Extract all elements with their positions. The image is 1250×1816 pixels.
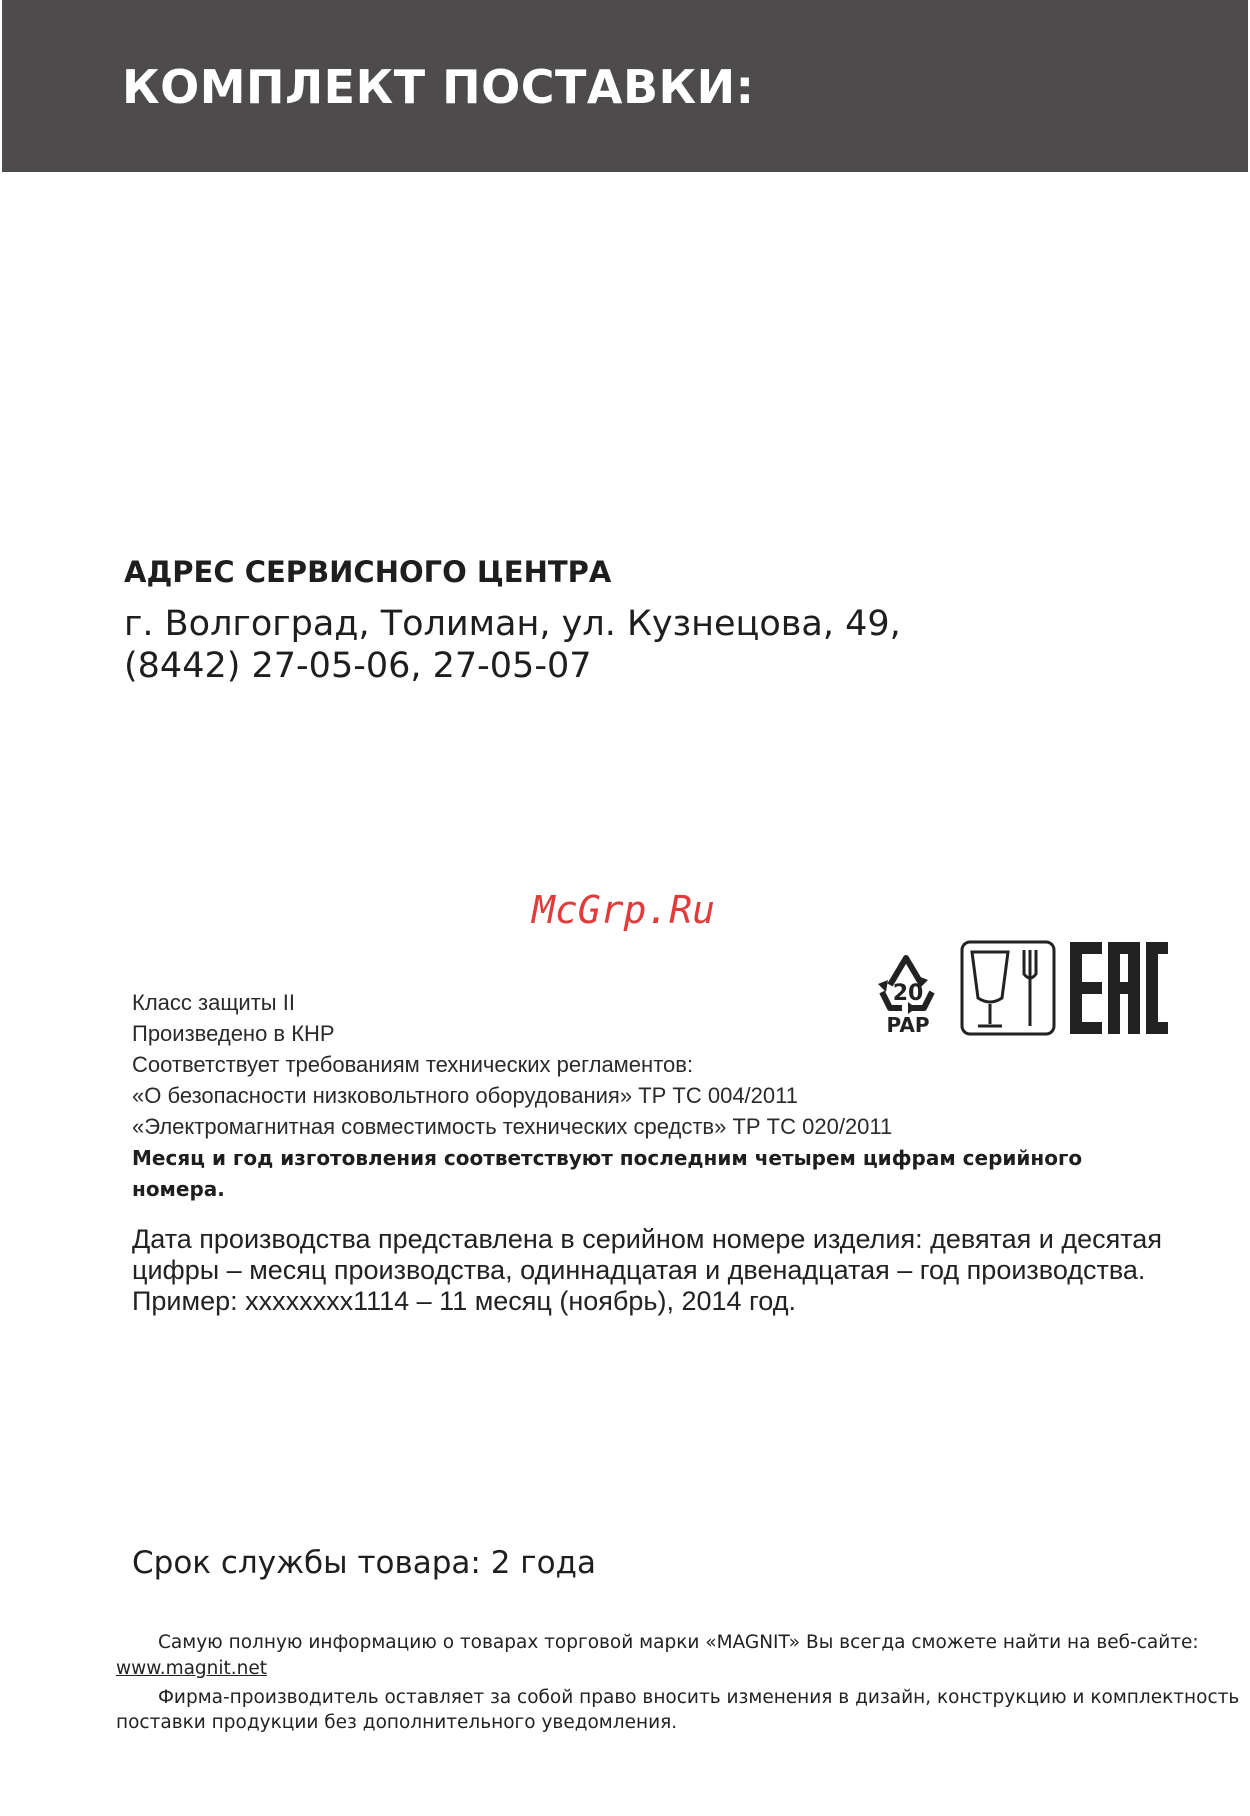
footer-link-wrap bbox=[116, 1658, 267, 1679]
service-center-title: АДРЕС СЕРВИСНОГО ЦЕНТРА bbox=[124, 555, 612, 589]
watermark: McGrp.Ru bbox=[532, 888, 716, 932]
footer-disclaimer-2: поставки продукции без дополнительного уведомления. bbox=[116, 1712, 678, 1733]
recycle-label: PAP bbox=[886, 1013, 930, 1037]
footer-disclaimer-1: Фирма-производитель оставляет за собой право вносить изменения в дизайн, конструкцию и комплектность bbox=[158, 1687, 1240, 1708]
marks-svg bbox=[868, 940, 1168, 1040]
footer-info: Самую полную информацию о товарах торговой марки «MAGNIT» Вы всегда сможете найти на веб-сайте: bbox=[158, 1632, 1199, 1653]
regulation-020: «Электромагнитная совместимость технических средств» ТР ТС 020/2011 bbox=[132, 1114, 893, 1139]
website-link[interactable]: www.magnit.net bbox=[116, 1658, 268, 1679]
service-life: Срок службы товара: 2 года bbox=[132, 1545, 596, 1581]
production-date-line-2: цифры – месяц производства, одиннадцатая и двенадцатая – год производства. bbox=[132, 1255, 1146, 1285]
recycle-code: 20 bbox=[892, 981, 924, 1006]
service-center-phones: (8442) 27-05-06, 27-05-07 bbox=[124, 646, 592, 686]
header-bar bbox=[2, 0, 1248, 172]
production-date-line-3: Пример: xxxxxxxx1114 – 11 месяц (ноябрь), 2014 год. bbox=[132, 1286, 796, 1316]
regulation-004: «О безопасности низковольтного оборудования» ТР ТС 004/2011 bbox=[132, 1083, 798, 1108]
service-center-address: г. Волгоград, Толиман, ул. Кузнецова, 49, bbox=[124, 604, 901, 644]
production-date-line-1: Дата производства представлена в серийном номере изделия: девятая и десятая bbox=[132, 1224, 1162, 1254]
serial-note-line-1: Месяц и год изготовления соответствуют последним четырем цифрам серийного bbox=[132, 1146, 1083, 1170]
serial-note-line-2: номера. bbox=[132, 1177, 225, 1201]
made-in: Произведено в КНР bbox=[132, 1021, 335, 1046]
glass-fork-icon bbox=[962, 942, 1054, 1034]
compliance-line: Соответствует требованиям технических регламентов: bbox=[132, 1052, 694, 1077]
page-title: КОМПЛЕКТ ПОСТАВКИ: bbox=[122, 60, 755, 114]
eac-mark-icon bbox=[1070, 942, 1168, 1034]
certification-marks bbox=[868, 940, 1168, 1040]
protection-class: Класс защиты II bbox=[132, 990, 295, 1015]
